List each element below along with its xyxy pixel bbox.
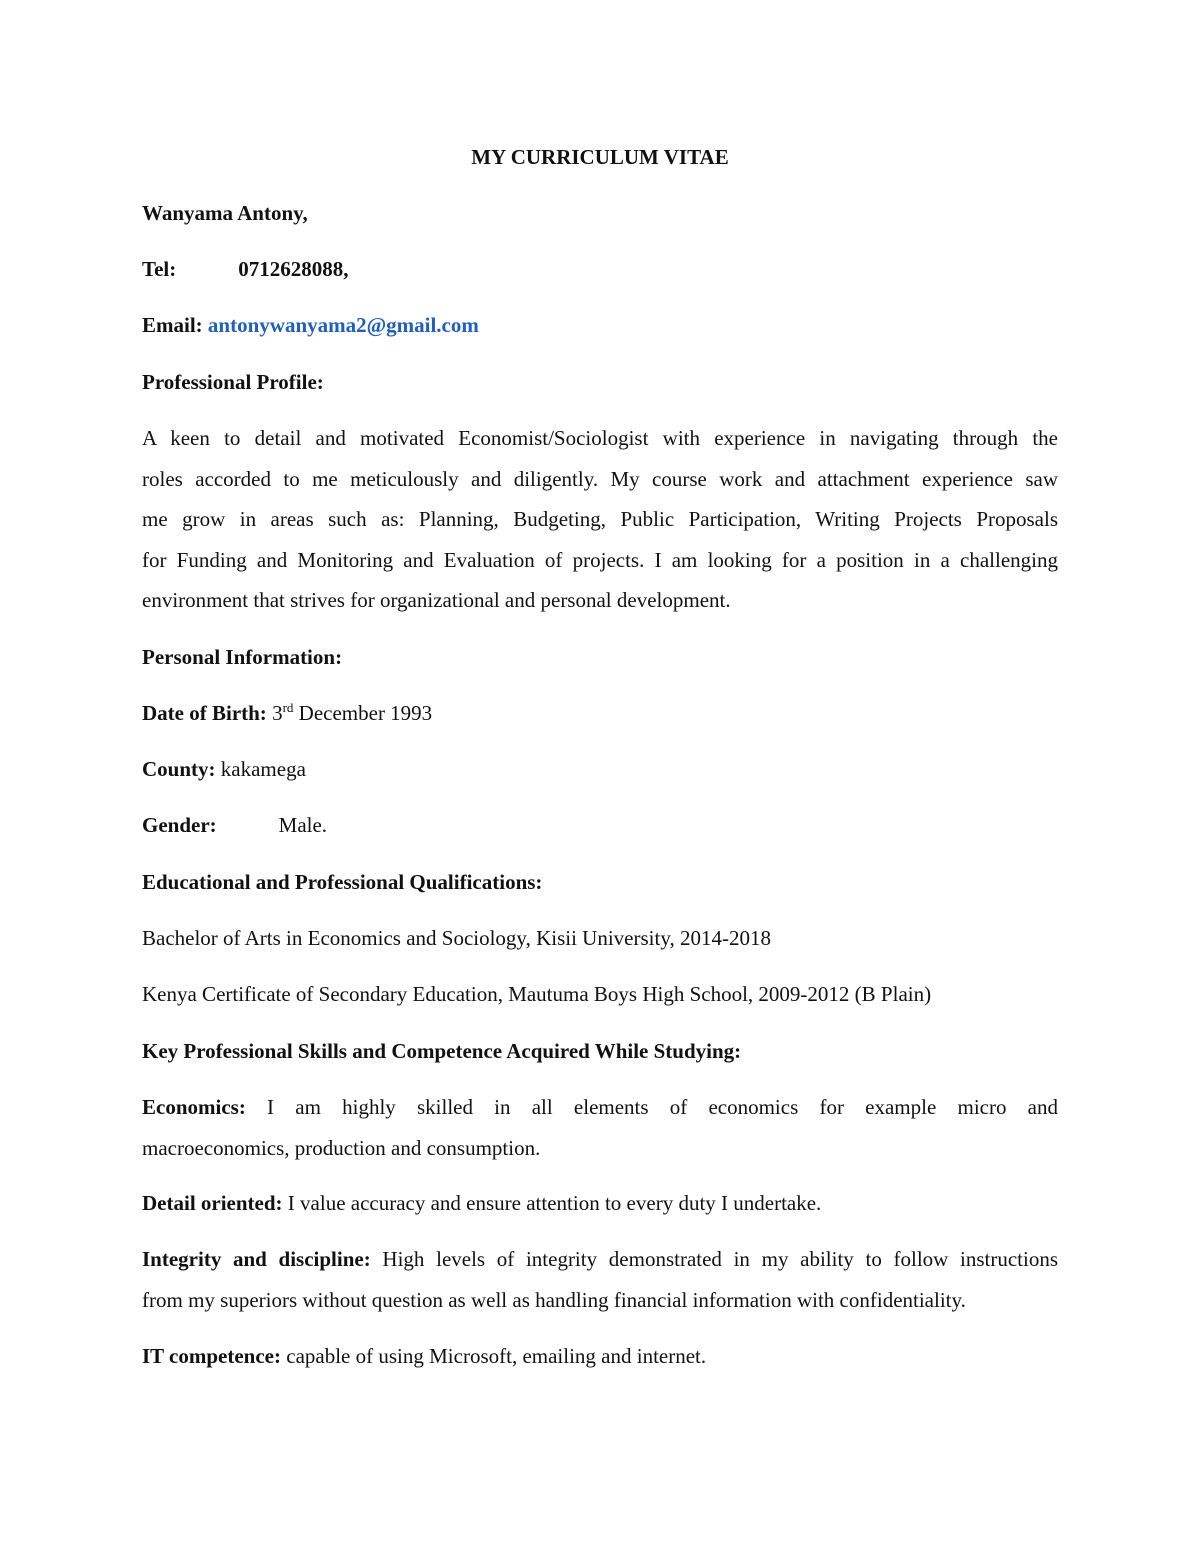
skill-it — [142, 1336, 1058, 1377]
profile-paragraph — [142, 418, 1058, 621]
profile-line: me grow in areas such as: Planning, Budgeting, Public Participation, Writing Projects Proposals — [142, 507, 1058, 531]
skill-text: I value accuracy and ensure attention to every duty I undertake. — [287, 1191, 822, 1215]
skill-line: macroeconomics, production and consumption. — [142, 1135, 541, 1160]
personal-heading: Personal Information: — [142, 645, 343, 669]
education-item: Kenya Certificate of Secondary Education, Mautuma Boys High School, 2009-2012 (B Plain) — [142, 982, 932, 1006]
dob-row — [142, 701, 1058, 725]
tel-value: 0712628088, — [238, 257, 349, 281]
education-item: Bachelor of Arts in Economics and Sociology, Kisii University, 2014-2018 — [142, 926, 771, 950]
skill-economics — [142, 1087, 1058, 1168]
profile-line: roles accorded to me meticulously and diligently. My course work and attachment experience saw — [142, 466, 1058, 491]
tel-row — [142, 257, 1058, 281]
skill-detail-oriented — [142, 1183, 1058, 1224]
email-row — [142, 313, 1058, 337]
skill-text: I am highly skilled in all elements of economics for example micro and — [267, 1095, 1059, 1119]
profile-line: for Funding and Monitoring and Evaluation of projects. I am looking for a position in a challenging — [142, 547, 1058, 572]
skill-label: Integrity and discipline: — [142, 1247, 371, 1271]
dob-rest: December 1993 — [298, 701, 433, 725]
profile-heading: Professional Profile: — [142, 370, 324, 394]
skill-line — [142, 1087, 1058, 1128]
skill-text: capable of using Microsoft, emailing and internet. — [286, 1344, 707, 1368]
profile-line: A keen to detail and motivated Economist/Sociologist with experience in navigating through the — [142, 426, 1058, 450]
county-label: County: — [142, 757, 216, 781]
education-heading: Educational and Professional Qualifications: — [142, 870, 543, 894]
gender-value: Male. — [278, 813, 328, 837]
tel-label: Tel: — [142, 257, 177, 281]
applicant-name: Wanyama Antony, — [142, 201, 308, 225]
dob-day: 3 — [272, 701, 283, 725]
dob-suffix: rd — [282, 700, 294, 715]
skill-label: Detail oriented: — [142, 1191, 283, 1215]
email-label: Email: — [142, 313, 203, 337]
county-value: kakamega — [220, 757, 306, 781]
email-link[interactable]: antonywanyama2@gmail.com — [207, 313, 479, 337]
skill-integrity — [142, 1239, 1058, 1320]
skill-text: High levels of integrity demonstrated in my ability to follow instructions — [382, 1247, 1059, 1271]
skill-label: Economics: — [142, 1095, 246, 1119]
gender-row — [142, 813, 1058, 837]
skill-label: IT competence: — [142, 1344, 281, 1368]
skill-line — [142, 1336, 1058, 1377]
page-title: MY CURRICULUM VITAE — [471, 145, 729, 169]
dob-label: Date of Birth: — [142, 701, 267, 725]
profile-line: environment that strives for organizational and personal development. — [142, 588, 731, 612]
gender-label: Gender: — [142, 813, 217, 837]
skill-line — [142, 1183, 1058, 1224]
skills-heading: Key Professional Skills and Competence Acquired While Studying: — [142, 1039, 742, 1063]
skill-line: from my superiors without question as well as handling financial information with confidentiality. — [142, 1287, 966, 1312]
county-row — [142, 757, 1058, 781]
skill-line — [142, 1239, 1058, 1280]
